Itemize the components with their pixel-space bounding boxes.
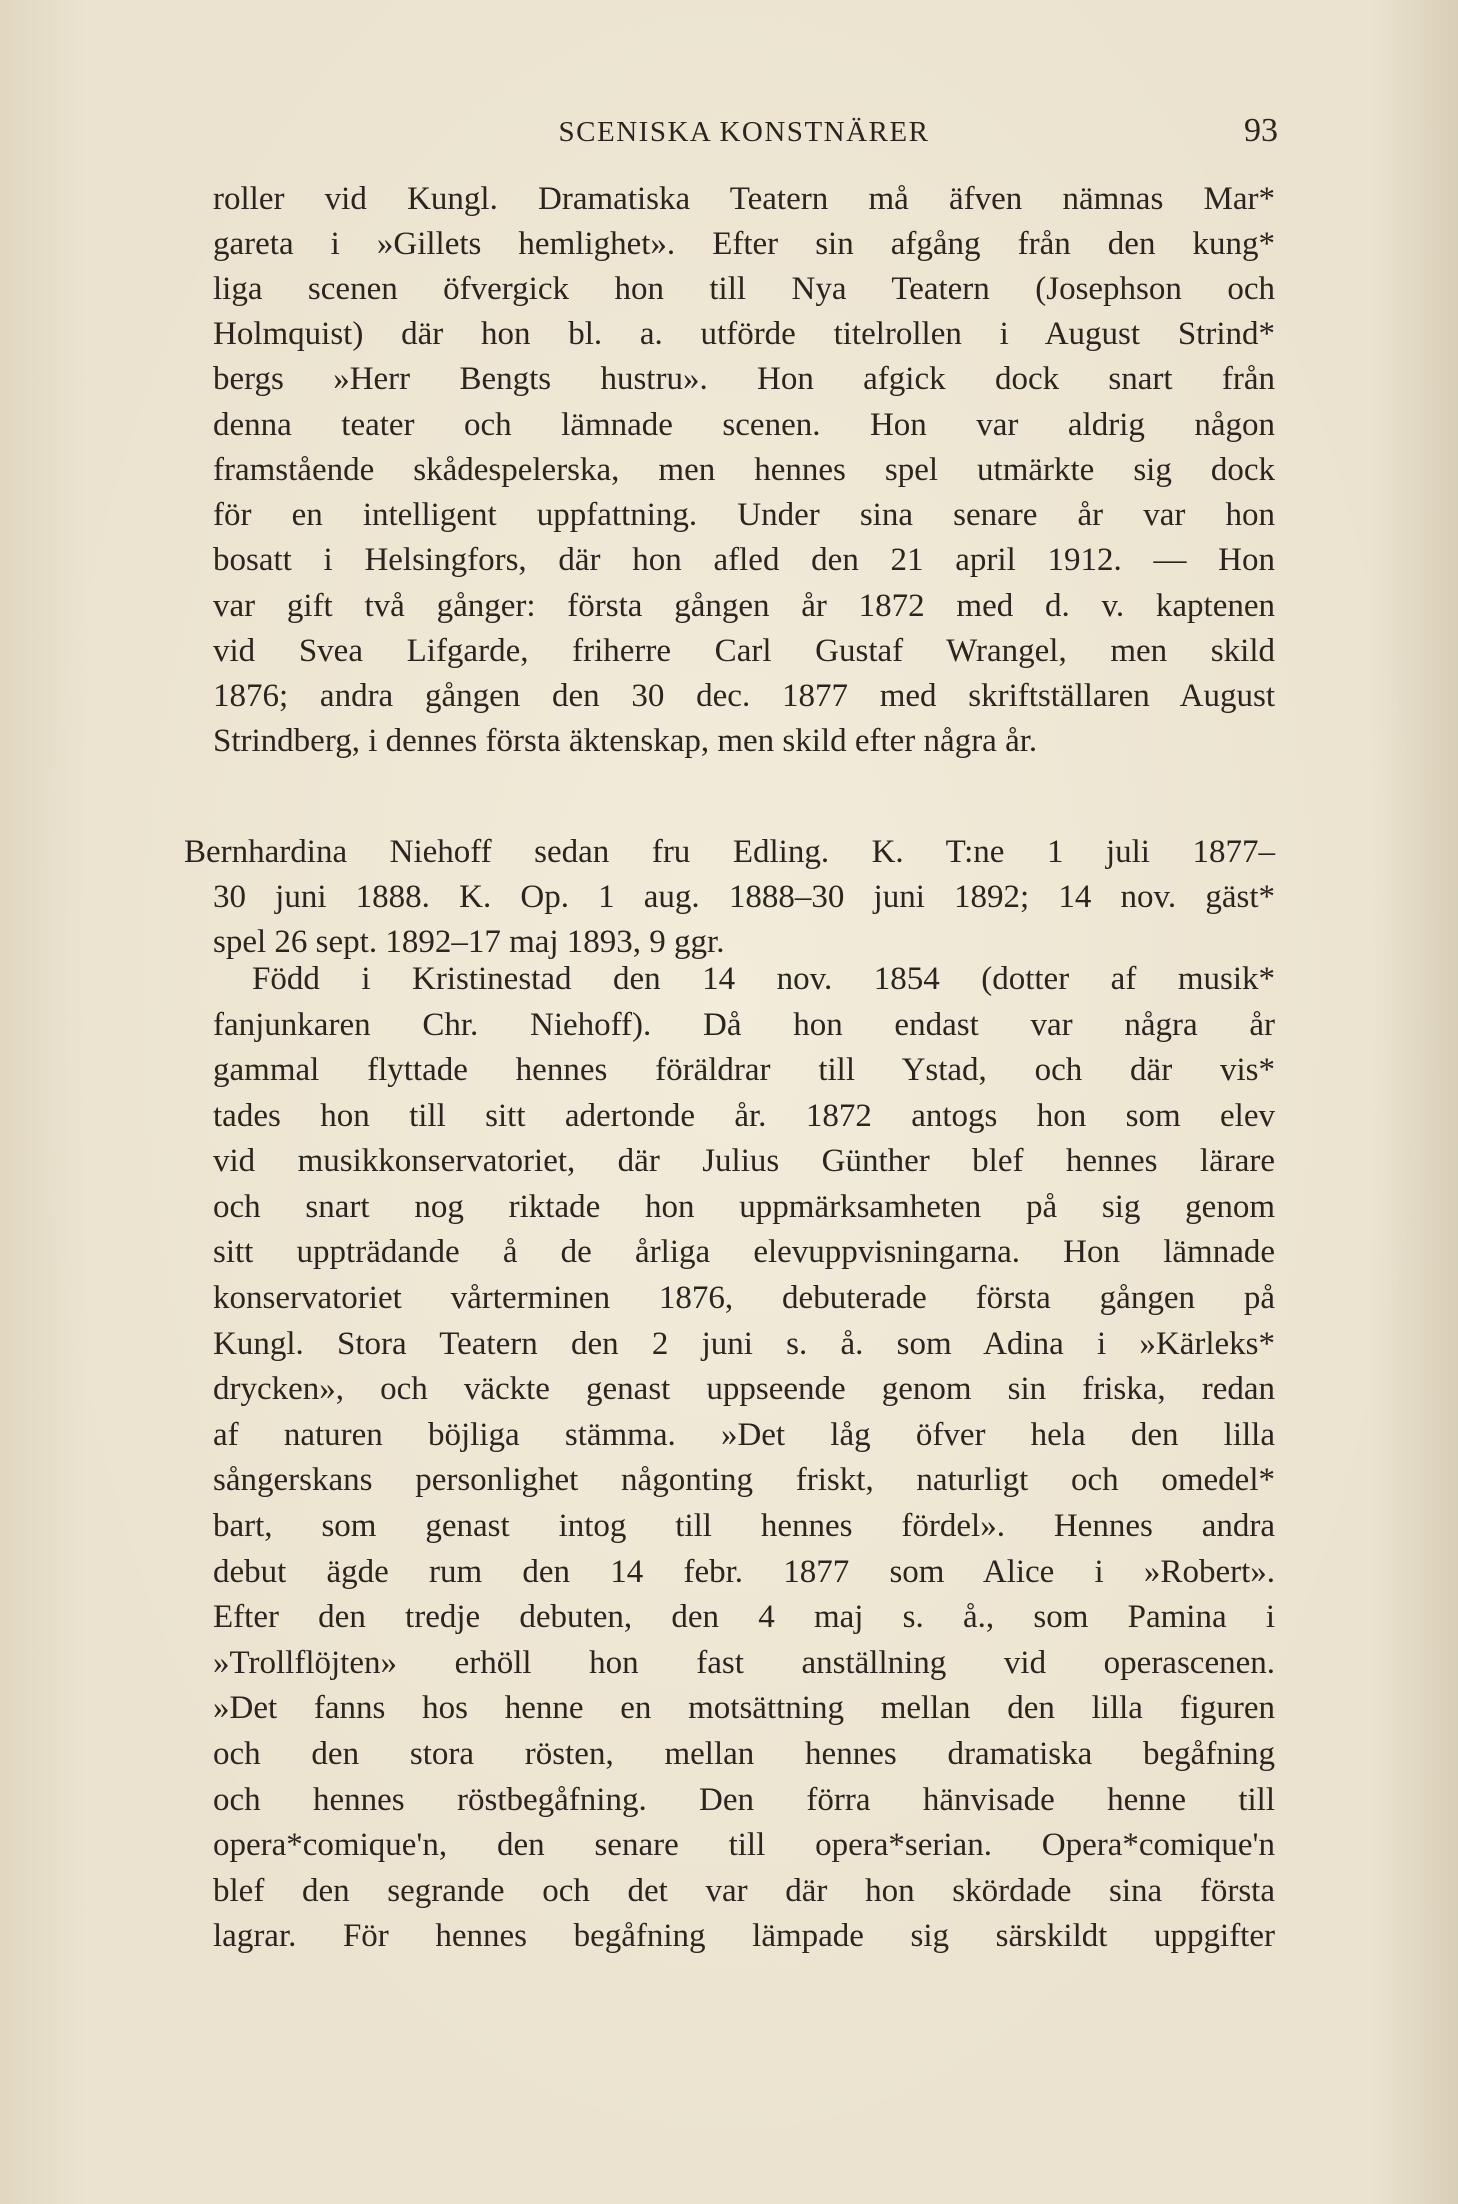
text-line: fanjunkaren Chr. Niehoff). Då hon endast var några år [213,1007,1275,1043]
page-header [210,108,1278,160]
text-line: och den stora rösten, mellan hennes dramatiska begåfning [213,1736,1275,1772]
text-line: roller vid Kungl. Dramatiska Teatern må äfven nämnas Mar* [213,181,1275,217]
text-line: framstående skådespelerska, men hennes spel utmärkte sig dock [213,452,1275,488]
text-line: liga scenen öfvergick hon till Nya Teatern (Josephson och [213,271,1275,307]
text-line: opera*comique'n, den senare till opera*serian. Opera*comique'n [213,1827,1275,1863]
text-line: och snart nog riktade hon uppmärksamheten på sig genom [213,1189,1275,1225]
text-line: Holmquist) där hon bl. a. utförde titelrollen i August Strind* [213,316,1275,352]
text-line: »Trollflöjten» erhöll hon fast anställning vid operascenen. [213,1645,1275,1681]
text-line: tades hon till sitt adertonde år. 1872 antogs hon som elev [213,1098,1275,1134]
text-line: drycken», och väckte genast uppseende genom sin friska, redan [213,1371,1275,1407]
text-line: gammal flyttade hennes föräldrar till Ystad, och där vis* [213,1052,1275,1088]
text-line: för en intelligent uppfattning. Under sina senare år var hon [213,497,1275,533]
text-line: blef den segrande och det var där hon skördade sina första [213,1873,1275,1909]
running-head: SCENISKA KONSTNÄRER [558,116,930,148]
text-line: och hennes röstbegåfning. Den förra hänvisade henne till [213,1782,1275,1818]
text-line: lagrar. För hennes begåfning lämpade sig särskildt uppgifter [213,1918,1275,1954]
text-line: sångerskans personlighet någonting friskt, naturligt och omedel* [213,1462,1275,1498]
text-line: bart, som genast intog till hennes fördel». Hennes andra [213,1508,1275,1544]
text-line: Kungl. Stora Teatern den 2 juni s. å. som Adina i »Kärleks* [213,1326,1275,1362]
page-number: 93 [1244,112,1278,149]
text-line: 1876; andra gången den 30 dec. 1877 med skriftställaren August [213,678,1275,714]
text-line: bergs »Herr Bengts hustru». Hon afgick dock snart från [213,361,1275,397]
text-line: bosatt i Helsingfors, där hon afled den 21 april 1912. — Hon [213,542,1275,578]
text-line: var gift två gånger: första gången år 1872 med d. v. kaptenen [213,588,1275,624]
text-line: gareta i »Gillets hemlighet». Efter sin afgång från den kung* [213,226,1275,262]
text-line: debut ägde rum den 14 febr. 1877 som Alice i »Robert». [213,1554,1275,1590]
text-line: Strindberg, i dennes första äktenskap, men skild efter några år. [213,723,1038,759]
entry-heading-line: Bernhardina Niehoff sedan fru Edling. K. T:ne 1 juli 1877– [184,834,1275,870]
text-line: Efter den tredje debuten, den 4 maj s. å., som Pamina i [213,1599,1275,1635]
text-line: sitt uppträdande å de årliga elevuppvisningarna. Hon lämnade [213,1234,1275,1270]
text-line: denna teater och lämnade scenen. Hon var aldrig någon [213,407,1275,443]
entry-heading-line: 30 juni 1888. K. Op. 1 aug. 1888–30 juni 1892; 14 nov. gäst* [213,879,1275,915]
text-line: vid musikkonservatoriet, där Julius Günther blef hennes lärare [213,1143,1275,1179]
text-line: af naturen böjliga stämma. »Det låg öfver hela den lilla [213,1417,1275,1453]
text-line: vid Svea Lifgarde, friherre Carl Gustaf Wrangel, men skild [213,633,1275,669]
text-line: konservatoriet vårterminen 1876, debuterade första gången på [213,1280,1275,1316]
entry-heading-line: spel 26 sept. 1892–17 maj 1893, 9 ggr. [213,924,725,960]
text-line: Född i Kristinestad den 14 nov. 1854 (dotter af musik* [252,961,1275,997]
text-line: »Det fanns hos henne en motsättning mellan den lilla figuren [213,1690,1275,1726]
